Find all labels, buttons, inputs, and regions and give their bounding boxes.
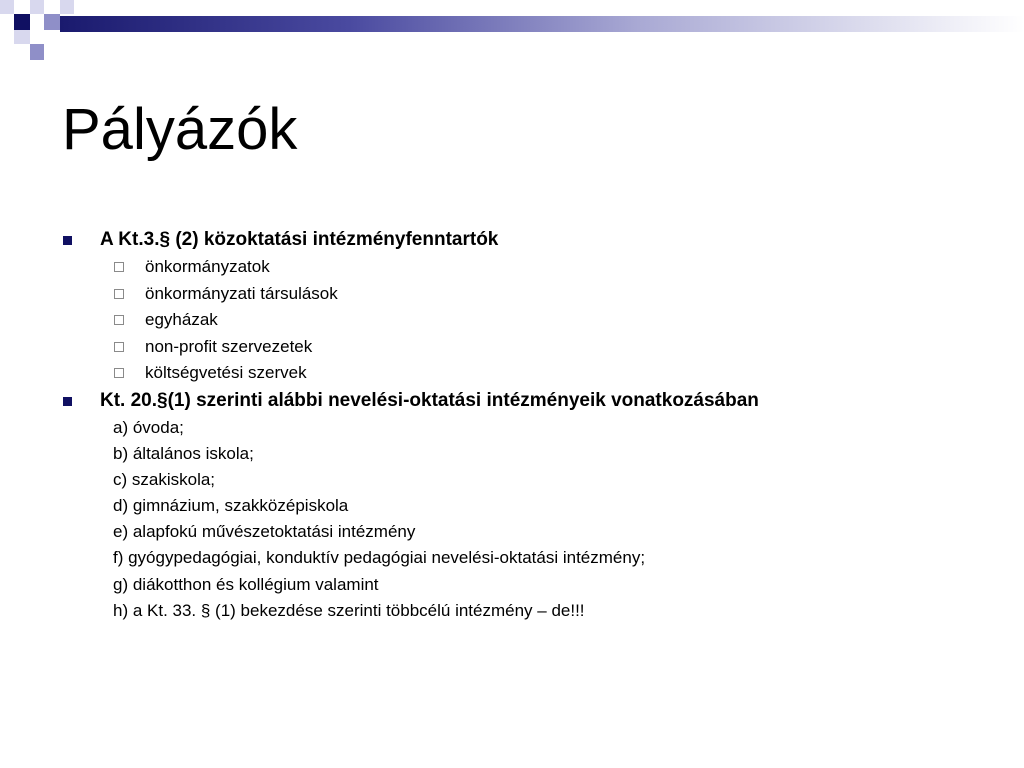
subitem-text: önkormányzati társulások	[145, 283, 338, 303]
header-square	[30, 0, 44, 14]
subitem	[0, 307, 1024, 334]
slide-content	[0, 226, 1024, 624]
subitem	[0, 360, 1024, 387]
list-item: e) alapfokú művészetoktatási intézmény	[113, 522, 416, 542]
subitem	[0, 254, 1024, 281]
list-item: h) a Kt. 33. § (1) bekezdése szerinti többcélú intézmény – de!!!	[113, 600, 585, 620]
subitem-text: költségvetési szervek	[145, 363, 307, 382]
list-item: b) általános iskola;	[113, 443, 254, 463]
square-bullet-icon	[63, 397, 72, 406]
bullet-text: A Kt.3.§ (2) közoktatási intézményfenntartók	[100, 229, 499, 250]
list-item: f) gyógypedagógiai, konduktív pedagógiai nevelési-oktatási intézmény;	[113, 548, 646, 568]
header-square	[14, 14, 30, 30]
header-square	[30, 44, 44, 60]
list-item: d) gimnázium, szakközépiskola	[113, 496, 349, 516]
slide-title: Pályázók	[62, 97, 298, 162]
hollow-square-bullet-icon	[114, 289, 124, 299]
list-item: c) szakiskola;	[113, 469, 216, 489]
hollow-square-bullet-icon	[114, 368, 124, 378]
subitem-text: egyházak	[145, 310, 218, 329]
subitem	[0, 334, 1024, 361]
list-item: g) diákotthon és kollégium valamint	[113, 574, 379, 594]
list-item: a) óvoda;	[113, 417, 184, 437]
bullet-fenntartok	[0, 226, 1024, 254]
header-square	[60, 0, 74, 14]
bullet-intezmenyek	[0, 387, 1024, 415]
header-gradient-band	[60, 16, 1024, 32]
subitem-text: önkormányzatok	[145, 257, 270, 276]
header-square	[44, 14, 60, 30]
bullet-text: Kt. 20.§(1) szerinti alábbi nevelési-oktatási intézményeik vonatkozásában	[100, 389, 759, 411]
hollow-square-bullet-icon	[114, 262, 124, 272]
header-square	[14, 30, 30, 44]
hollow-square-bullet-icon	[114, 342, 124, 352]
subitem	[0, 281, 1024, 308]
subitem-text: non-profit szervezetek	[145, 336, 313, 356]
square-bullet-icon	[63, 236, 72, 245]
hollow-square-bullet-icon	[114, 315, 124, 325]
header-square	[0, 0, 14, 14]
